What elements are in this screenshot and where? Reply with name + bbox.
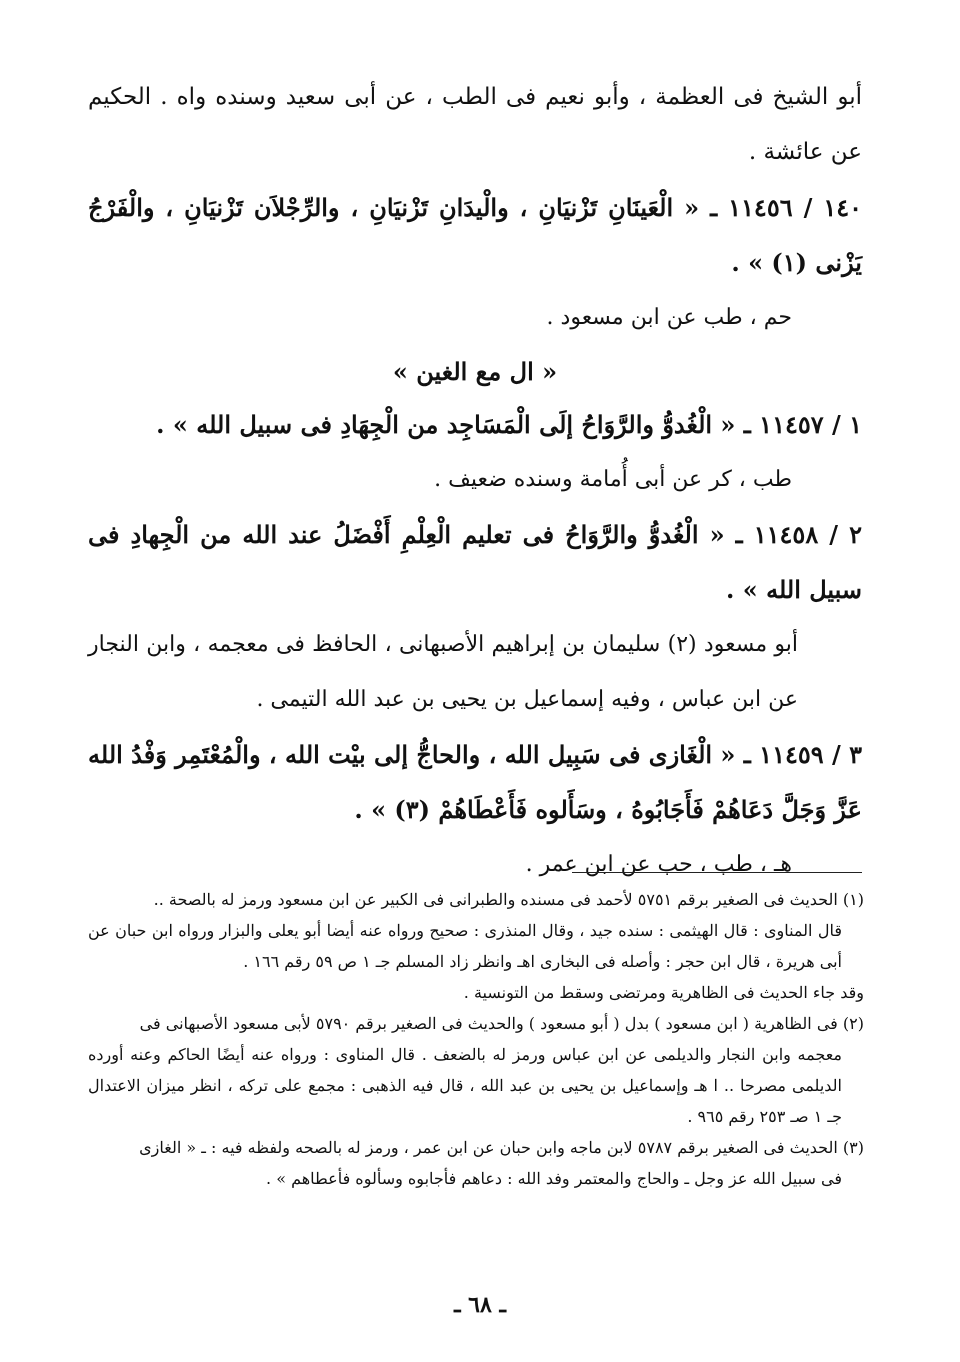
footnote-1-line: (١) الحديث فى الصغير برقم ٥٧٥١ لأحمد فى مسنده والطبرانى فى الكبير عن ابن مسعود ورمز له بالصحة .. (153, 890, 864, 909)
footnote-2-body: معجمه وابن النجار والديلمى عن ابن عباس ورمز له بالضعف . قال المناوى : ورواه عنه أيضًا الحاكم وعنه أورده الديلمى مصرحا .. ا هـ وإسماعيل بن يحيى بن عبد الله ، قال فيه الذهبى : مجمع على تركه ، انظر ميزان الاعتدال جـ ١ صـ ٢٥٣ رقم ٩٦٥ . (88, 1045, 843, 1126)
hadith-11459-source: هـ ، طب ، حب عن ابن عمر . (525, 852, 792, 877)
hadith-11457: ١ / ١١٤٥٧ ـ « الْغُدوُّ والرَّوَاحُ إلَى الْمَسَاجِد من الْجِهَادِ فى سبيل الله » . (156, 410, 862, 439)
hadith-11458-source: أبو مسعود (٢) سليمان بن إبراهيم الأصبهانى ، الحافظ فى معجمه ، وابن النجار عن ابن عباس ، وفيه إسماعيل بن يحيى بن عبد الله التيمى . (88, 632, 798, 712)
footnote-3-body: فى سبيل الله عز وجل ـ والحاج والمعتمر وفد الله : دعاهم فأجابوه وسألوه فأعطاهم » . (266, 1169, 842, 1188)
hadith-11457-source: طب ، كر عن أبى أُمامة وسنده ضعيف . (434, 467, 792, 492)
footnote-1-note: وقد جاء الحديث فى الظاهرية ومرتضى وسقط من التونسية . (463, 983, 864, 1002)
footnote-1-body: قال المناوى : قال الهيثمى : سنده جيد ، وقال المنذرى : صحيح ورواه عنه أيضا أبو يعلى والبزار ورواه ابن حبان عن أبى هريرة ، قال ابن حجر : وأصله فى البخارى اهـ وانظر زاد المسلم جـ ١ ص ٥٩ رقم ١٦٦ . (88, 921, 843, 971)
main-text (88, 70, 862, 892)
page-number: ـ ٦٨ ـ (454, 1292, 506, 1318)
continuation-paragraph: أبو الشيخ فى العظمة ، وأبو نعيم فى الطب ، عن أبى سعيد وسنده واه . الحكيم عن عائشة . (88, 84, 862, 165)
footnotes (88, 884, 864, 1194)
hadith-11456-source: حم ، طب عن ابن مسعود . (546, 305, 792, 330)
section-heading: « ال مع الغين » (392, 357, 558, 386)
footnote-divider (572, 872, 862, 873)
hadith-11458: ٢ / ١١٤٥٨ ـ « الْغُدوُّ والرَّوَاحُ فى تعليم الْعِلْمِ أَفْضَلُ عند الله من الْجِهادِ فى سبيل الله » . (88, 520, 862, 604)
hadith-11459: ٣ / ١١٤٥٩ ـ « الْغَازى فى سَبِيل الله ، والحاجُّ إلى بيْت الله ، والْمُعْتَمِر وَفْدُ الله عَزَّ وَجَلَّ دَعَاهُمْ فَأَجَابُوهُ ، وسَأَلوه فَأَعْطَاهُمْ (٣) » . (88, 740, 862, 824)
hadith-11456: ١٤٠ / ١١٤٥٦ ـ « الْعَينَانِ تَزْنيَانِ ، والْيدَانِ تَزْنيَانِ ، والرِّجْلاَن تَزْنيَانِ ، والْفَرْجُ يَزْنى (١) » . (88, 193, 862, 277)
footnote-3-line: (٣) الحديث فى الصغير برقم ٥٧٨٧ لابن ماجه وابن حبان عن ابن عمر ، ورمز له بالصحه ولفظه فيه : ـ « الغازى (139, 1138, 864, 1157)
footnote-2-line: (٢) فى الظاهرية ( ابن مسعود ) بدل ( أبو مسعود ) والحديث فى الصغير برقم ٥٧٩٠ لأبى مسعود الأصبهانى فى (139, 1014, 864, 1033)
